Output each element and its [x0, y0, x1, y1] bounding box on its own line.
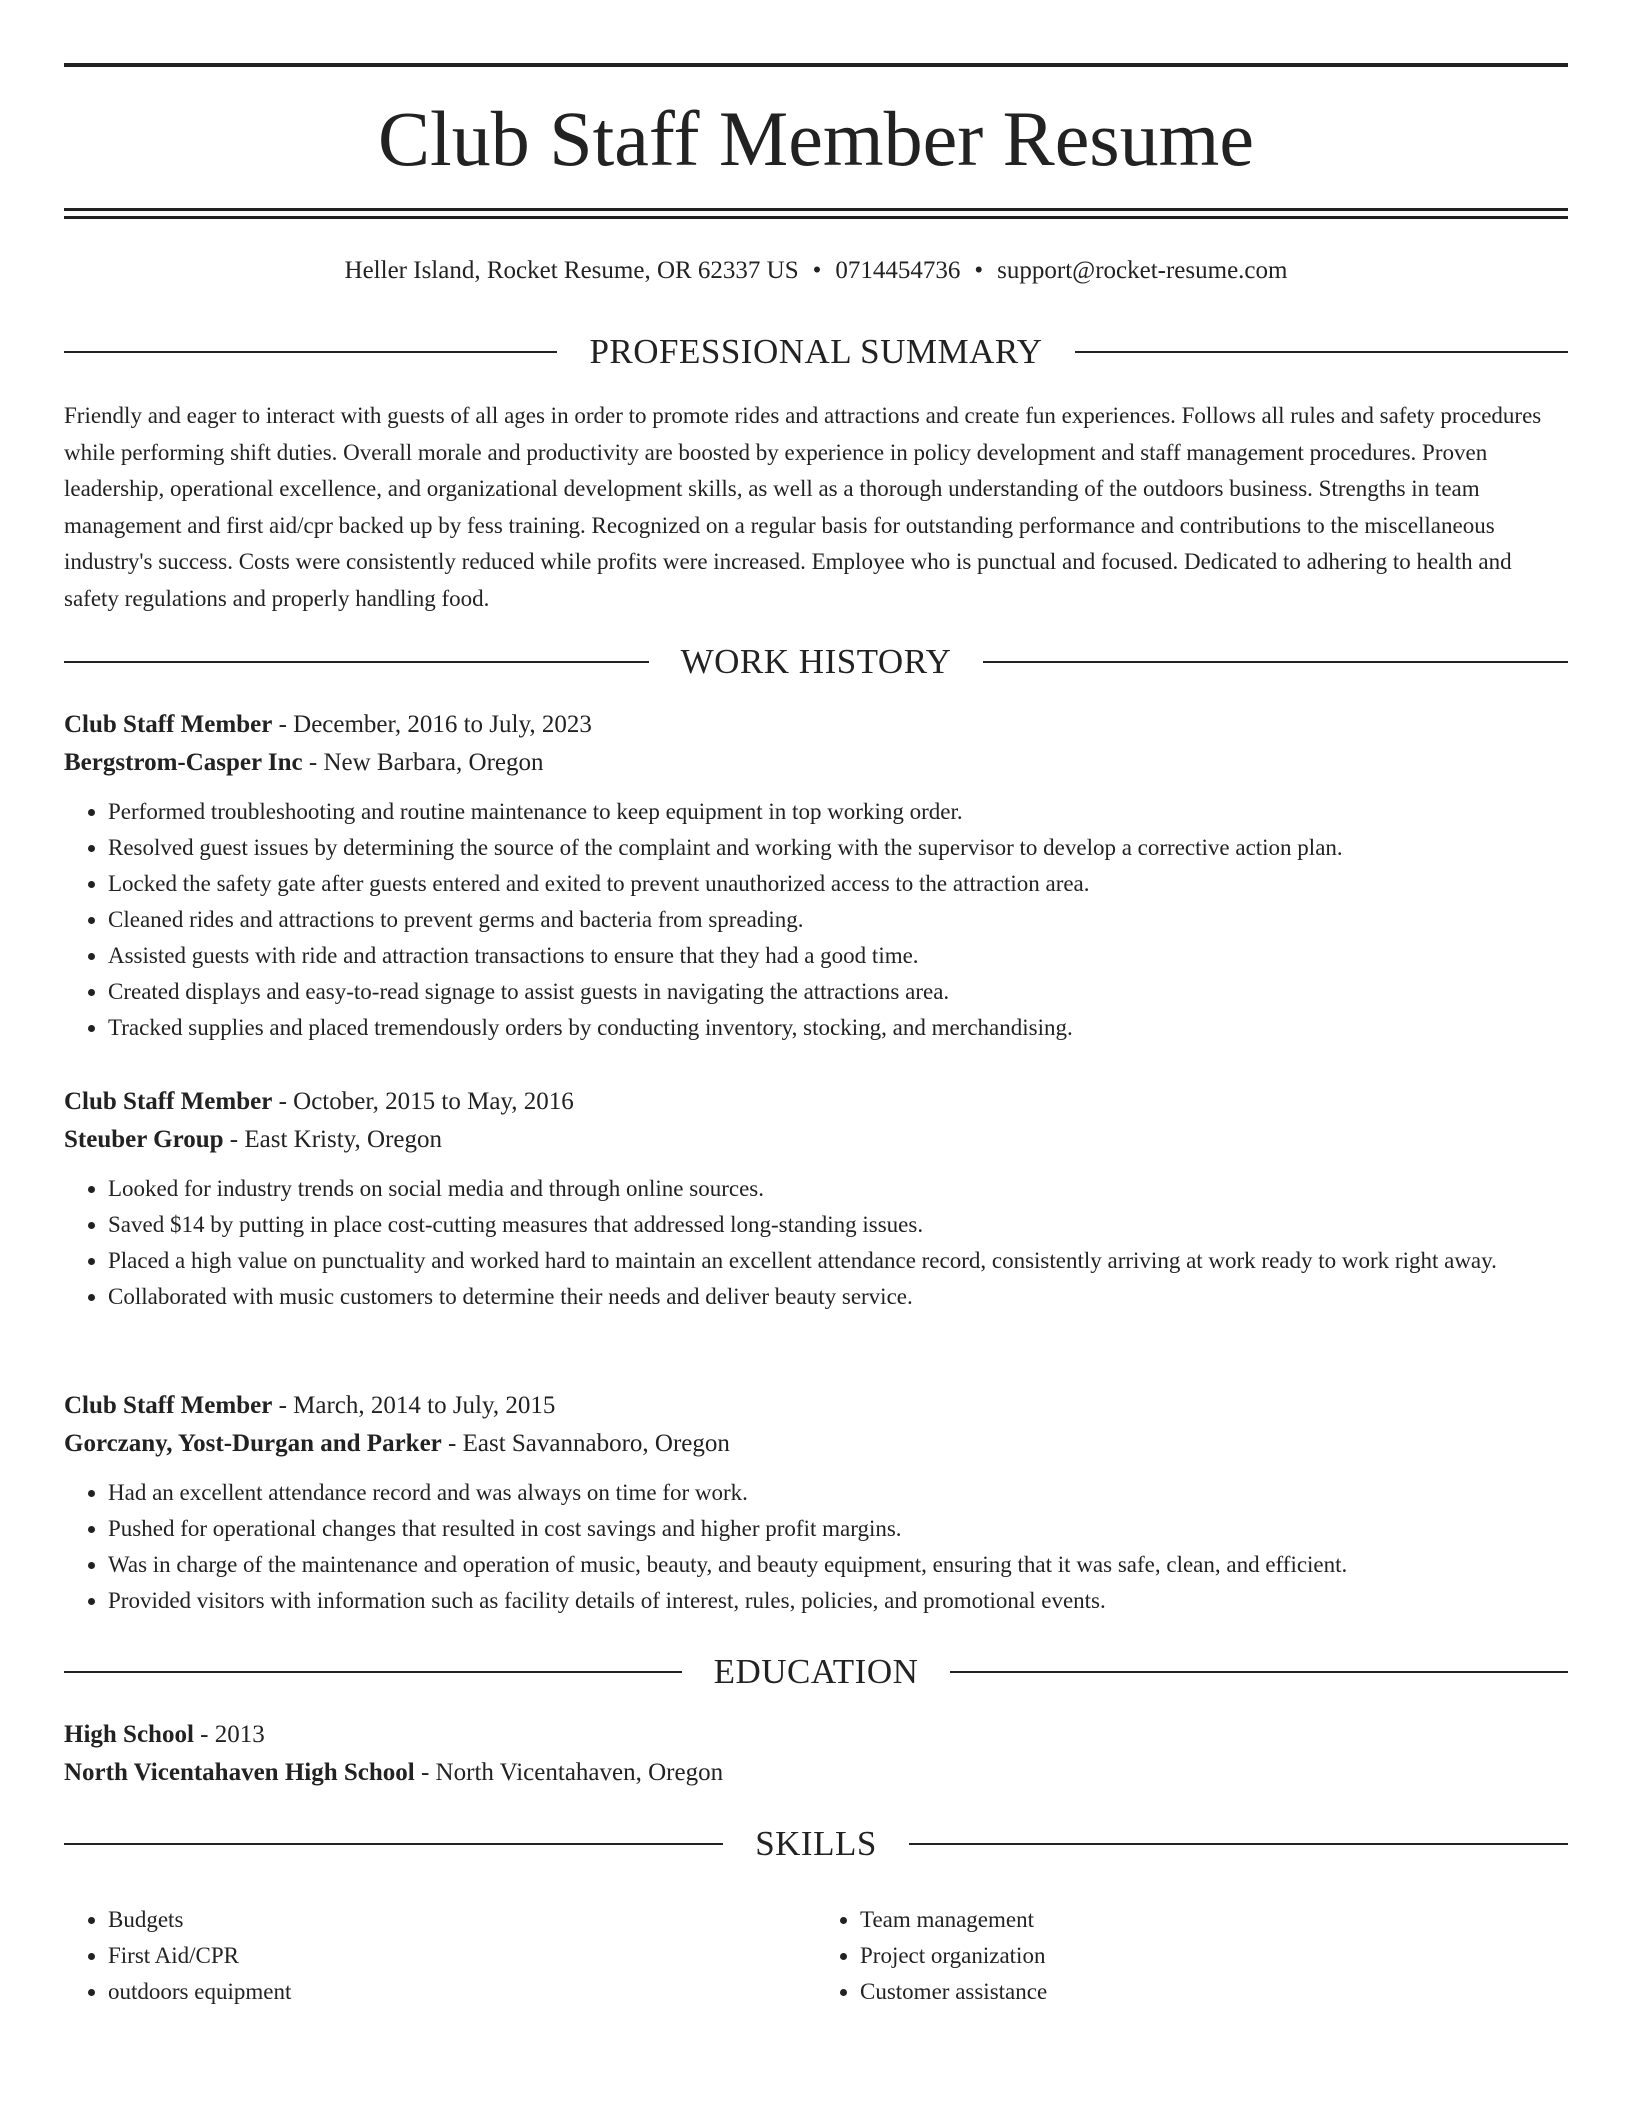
job-entry	[64, 1083, 1568, 1315]
job-title: Club Staff Member	[64, 1088, 273, 1115]
skills-column-right	[816, 1902, 1568, 2010]
section-heading-education	[64, 1650, 1568, 1694]
education-school: North Vicentahaven High School	[64, 1759, 415, 1786]
skill-item: • Team management	[860, 1902, 1568, 1938]
education-entry	[64, 1716, 1568, 1792]
section-heading-work-history	[64, 640, 1568, 684]
job-bullet: • Tracked supplies and placed tremendously orders by conducting inventory, stocking, and merchandising.	[108, 1010, 1568, 1046]
top-rule	[64, 63, 1568, 67]
job-company: Bergstrom-Casper Inc	[64, 749, 303, 776]
job-title-line	[64, 1387, 1568, 1425]
job-location: - East Savannaboro, Oregon	[441, 1430, 730, 1457]
job-bullet: • Placed a high value on punctuality and worked hard to maintain an excellent attendance record, consistently arriving at work ready to work right away.	[108, 1243, 1568, 1279]
section-title: PROFESSIONAL SUMMARY	[589, 332, 1043, 371]
job-bullet: • Looked for industry trends on social media and through online sources.	[108, 1171, 1568, 1207]
job-title-line	[64, 1083, 1568, 1121]
education-degree: High School	[64, 1721, 194, 1748]
contact-address: Heller Island, Rocket Resume, OR 62337 US	[344, 257, 799, 284]
skills-column-left	[64, 1902, 816, 2010]
job-company-line	[64, 1425, 1568, 1463]
job-company: Steuber Group	[64, 1126, 224, 1153]
job-bullet: • Saved $14 by putting in place cost-cutting measures that addressed long-standing issues.	[108, 1207, 1568, 1243]
job-dates: - October, 2015 to May, 2016	[272, 1088, 574, 1115]
job-bullet: • Performed troubleshooting and routine maintenance to keep equipment in top working order.	[108, 794, 1568, 830]
education-location: - North Vicentahaven, Oregon	[414, 1759, 724, 1786]
job-dates: - March, 2014 to July, 2015	[272, 1392, 556, 1419]
education-school-line	[64, 1754, 1568, 1792]
section-title: EDUCATION	[713, 1652, 919, 1691]
job-bullets	[64, 1171, 1568, 1315]
contact-email: support@rocket-resume.com	[997, 257, 1288, 284]
contact-separator: •	[974, 257, 984, 284]
summary-text: Friendly and eager to interact with guests of all ages in order to promote rides and attractions and create fun experiences. Follows all rules and safety procedures while performing shift duties. Overall morale and productivity are boosted by experience in policy development and staff management procedures. Proven leadership, operational excellence, and organizational development skills, as well as a thorough understanding of the outdoors business. Strengths in team management and first aid/cpr backed up by fess training. Recognized on a regular basis for outstanding performance and contributions to the miscellaneous industry's success. Costs were consistently reduced while profits were increased. Employee who is punctual and focused. Dedicated to adhering to health and safety regulations and properly handling food.	[64, 403, 1542, 611]
section-heading-skills	[64, 1822, 1568, 1866]
job-location: - New Barbara, Oregon	[302, 749, 544, 776]
job-bullets	[64, 794, 1568, 1046]
job-dates: - December, 2016 to July, 2023	[272, 711, 592, 738]
heading-rule-left	[64, 1843, 723, 1845]
page-title: Club Staff Member Resume	[378, 95, 1254, 182]
heading-rule-right	[909, 1843, 1568, 1845]
heading-rule-left	[64, 661, 649, 663]
job-company: Gorczany, Yost-Durgan and Parker	[64, 1430, 442, 1457]
job-bullet: • Pushed for operational changes that resulted in cost savings and higher profit margins.	[108, 1511, 1568, 1547]
section-title: SKILLS	[755, 1824, 877, 1863]
heading-rule-left	[64, 1671, 682, 1673]
job-bullet: • Locked the safety gate after guests entered and exited to prevent unauthorized access to the attraction area.	[108, 866, 1568, 902]
skills-grid	[64, 1902, 1568, 2010]
job-title: Club Staff Member	[64, 1392, 273, 1419]
contact-line	[64, 254, 1568, 288]
skill-item: • Customer assistance	[860, 1974, 1568, 2010]
heading-rule-left	[64, 351, 557, 353]
job-bullet: • Created displays and easy-to-read signage to assist guests in navigating the attractions area.	[108, 974, 1568, 1010]
section-heading-summary	[64, 330, 1568, 374]
skill-item: • First Aid/CPR	[108, 1938, 816, 1974]
contact-separator: •	[812, 257, 822, 284]
skill-item: • Budgets	[108, 1902, 816, 1938]
job-bullet: • Collaborated with music customers to determine their needs and deliver beauty service.	[108, 1279, 1568, 1315]
skill-item: • outdoors equipment	[108, 1974, 816, 2010]
job-bullets	[64, 1475, 1568, 1619]
heading-rule-right	[983, 661, 1568, 663]
education-year: - 2013	[193, 1721, 265, 1748]
job-bullet: • Cleaned rides and attractions to prevent germs and bacteria from spreading.	[108, 902, 1568, 938]
skill-item: • Project organization	[860, 1938, 1568, 1974]
job-company-line	[64, 1121, 1568, 1159]
job-bullet: • Assisted guests with ride and attraction transactions to ensure that they had a good time.	[108, 938, 1568, 974]
job-title-line	[64, 706, 1568, 744]
job-company-line	[64, 744, 1568, 782]
title-double-rule	[64, 208, 1568, 219]
heading-rule-right	[1075, 351, 1568, 353]
section-title: WORK HISTORY	[680, 642, 952, 681]
job-entry	[64, 706, 1568, 1046]
job-bullet: • Had an excellent attendance record and was always on time for work.	[108, 1475, 1568, 1511]
heading-rule-right	[950, 1671, 1568, 1673]
education-degree-line	[64, 1716, 1568, 1754]
job-bullet: • Resolved guest issues by determining the source of the complaint and working with the supervisor to develop a corrective action plan.	[108, 830, 1568, 866]
job-location: - East Kristy, Oregon	[223, 1126, 443, 1153]
job-bullet: • Was in charge of the maintenance and operation of music, beauty, and beauty equipment, ensuring that it was safe, clean, and efficient.	[108, 1547, 1568, 1583]
contact-phone: 0714454736	[835, 257, 961, 284]
job-entry	[64, 1387, 1568, 1619]
job-title: Club Staff Member	[64, 711, 273, 738]
job-bullet: • Provided visitors with information such as facility details of interest, rules, policies, and promotional events.	[108, 1583, 1568, 1619]
